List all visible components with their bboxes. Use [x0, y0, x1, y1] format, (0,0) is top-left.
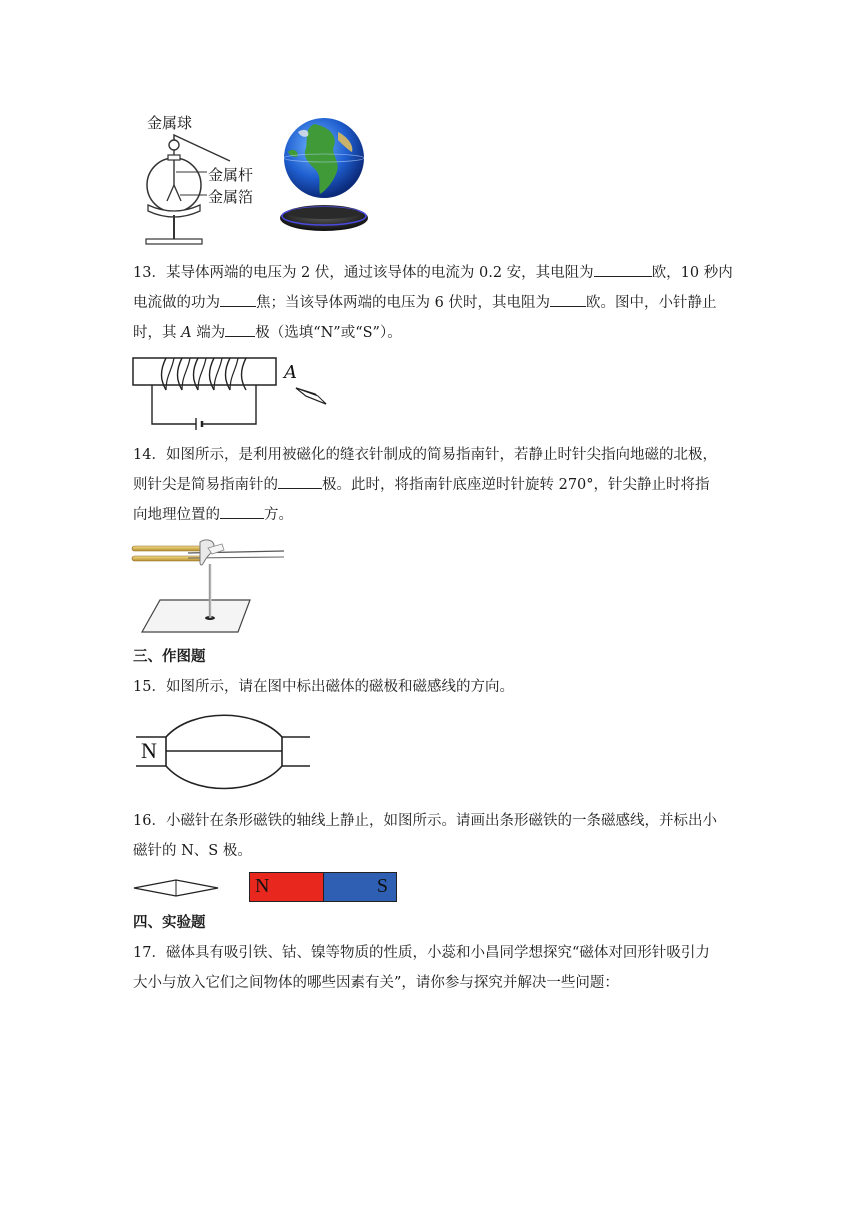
- question-13-text: 极（选填“N”或“S”）。: [255, 325, 402, 341]
- levitating-globe-figure: [276, 112, 372, 244]
- question-14-line-2: [133, 470, 733, 500]
- needle-compass-drawing: [128, 534, 288, 636]
- question-16-line-2: [133, 836, 733, 866]
- question-14-number: 14．: [133, 447, 166, 463]
- question-13-text: 端为: [191, 325, 226, 341]
- globe-icon: [276, 112, 372, 244]
- section-3-heading: 三、作图题: [133, 648, 206, 665]
- question-16-text: 小磁针在条形磁铁的轴线上静止，如图所示。请画出条形磁铁的一条磁感线，并标出小: [165, 813, 717, 829]
- question-15-text: 如图所示，请在图中标出磁体的磁极和磁感线的方向。: [165, 679, 514, 695]
- question-13-text: 欧，10 秒内: [651, 265, 733, 281]
- answer-blank-pole[interactable]: [225, 320, 255, 337]
- bar-magnet-south: [323, 873, 397, 901]
- question-16-number: 16．: [133, 813, 166, 829]
- question-17-line-2: [133, 968, 733, 998]
- question-17-number: 17．: [133, 945, 166, 961]
- question-17-line-1: [133, 938, 733, 968]
- question-13-text: 电流做的功为: [133, 295, 220, 311]
- label-metal-ball: 金属球: [147, 114, 193, 132]
- question-17-text: 大小与放入它们之间物体的哪些因素有关”，请你参与探究并解决一些问题：: [133, 975, 619, 991]
- question-16-text: 磁针的 N、S 极。: [133, 843, 252, 859]
- bar-magnet-label-S: S: [376, 875, 388, 897]
- question-15-number: 15．: [133, 679, 166, 695]
- question-14-text: 如图所示，是利用被磁化的缝衣针制成的简易指南针，若静止时针尖指向地磁的北极，: [165, 447, 717, 463]
- question-17-text: 磁体具有吸引铁、钴、镍等物质的性质，小蕊和小昌同学想探究“磁体对回形针吸引力: [165, 945, 710, 961]
- question-13-text: 某导体两端的电压为 2 伏，通过该导体的电流为 0.2 安，其电阻为: [165, 265, 594, 281]
- question-13-number: 13．: [133, 265, 166, 281]
- question-13-text: 欧。图中，小针静止: [585, 295, 717, 311]
- answer-blank-needle-pole[interactable]: [278, 472, 322, 489]
- solenoid-figure: [130, 352, 330, 432]
- answer-blank-direction[interactable]: [220, 502, 264, 519]
- compass-needle-icon: [132, 876, 222, 900]
- question-14-text: 极。此时，将指南针底座逆时针旋转 270°，针尖静止时将指: [322, 477, 710, 493]
- question-14-text: 向地理位置的: [133, 507, 220, 523]
- section-4-heading: 四、实验题: [133, 914, 206, 931]
- question-14-text: 方。: [264, 507, 293, 523]
- question-13-line-2: [133, 288, 733, 318]
- question-16-line-1: [133, 806, 733, 836]
- question-13-text: 时，其: [133, 325, 182, 341]
- bar-magnet-label-N: N: [255, 875, 270, 897]
- solenoid-label-A: A: [284, 362, 297, 383]
- answer-blank-resistance[interactable]: [594, 260, 652, 277]
- label-metal-foil: 金属箔: [208, 188, 254, 206]
- question-13-text: 焦；当该导体两端的电压为 6 伏时，其电阻为: [256, 295, 550, 311]
- question-13-line-1: [133, 258, 733, 288]
- question-15-line-1: [133, 672, 733, 702]
- end-label-A: A: [181, 325, 192, 341]
- answer-blank-resistance-2[interactable]: [550, 290, 586, 307]
- question-14-line-1: [133, 440, 733, 470]
- question-14-text: 则针尖是简易指南针的: [133, 477, 278, 493]
- magnet-label-N: N: [141, 738, 157, 763]
- solenoid-drawing: [130, 352, 330, 432]
- magnet-field-figure: [132, 704, 316, 800]
- small-compass-needle: [132, 876, 222, 900]
- question-14-line-3: [133, 500, 733, 530]
- bar-magnet-north: [250, 873, 323, 901]
- needle-compass-figure: [128, 534, 288, 636]
- answer-blank-work[interactable]: [220, 290, 256, 307]
- label-metal-rod: 金属杆: [208, 166, 254, 184]
- question-13-line-3: [133, 318, 733, 348]
- magnet-field-drawing: [132, 704, 316, 800]
- bar-magnet: [249, 872, 397, 902]
